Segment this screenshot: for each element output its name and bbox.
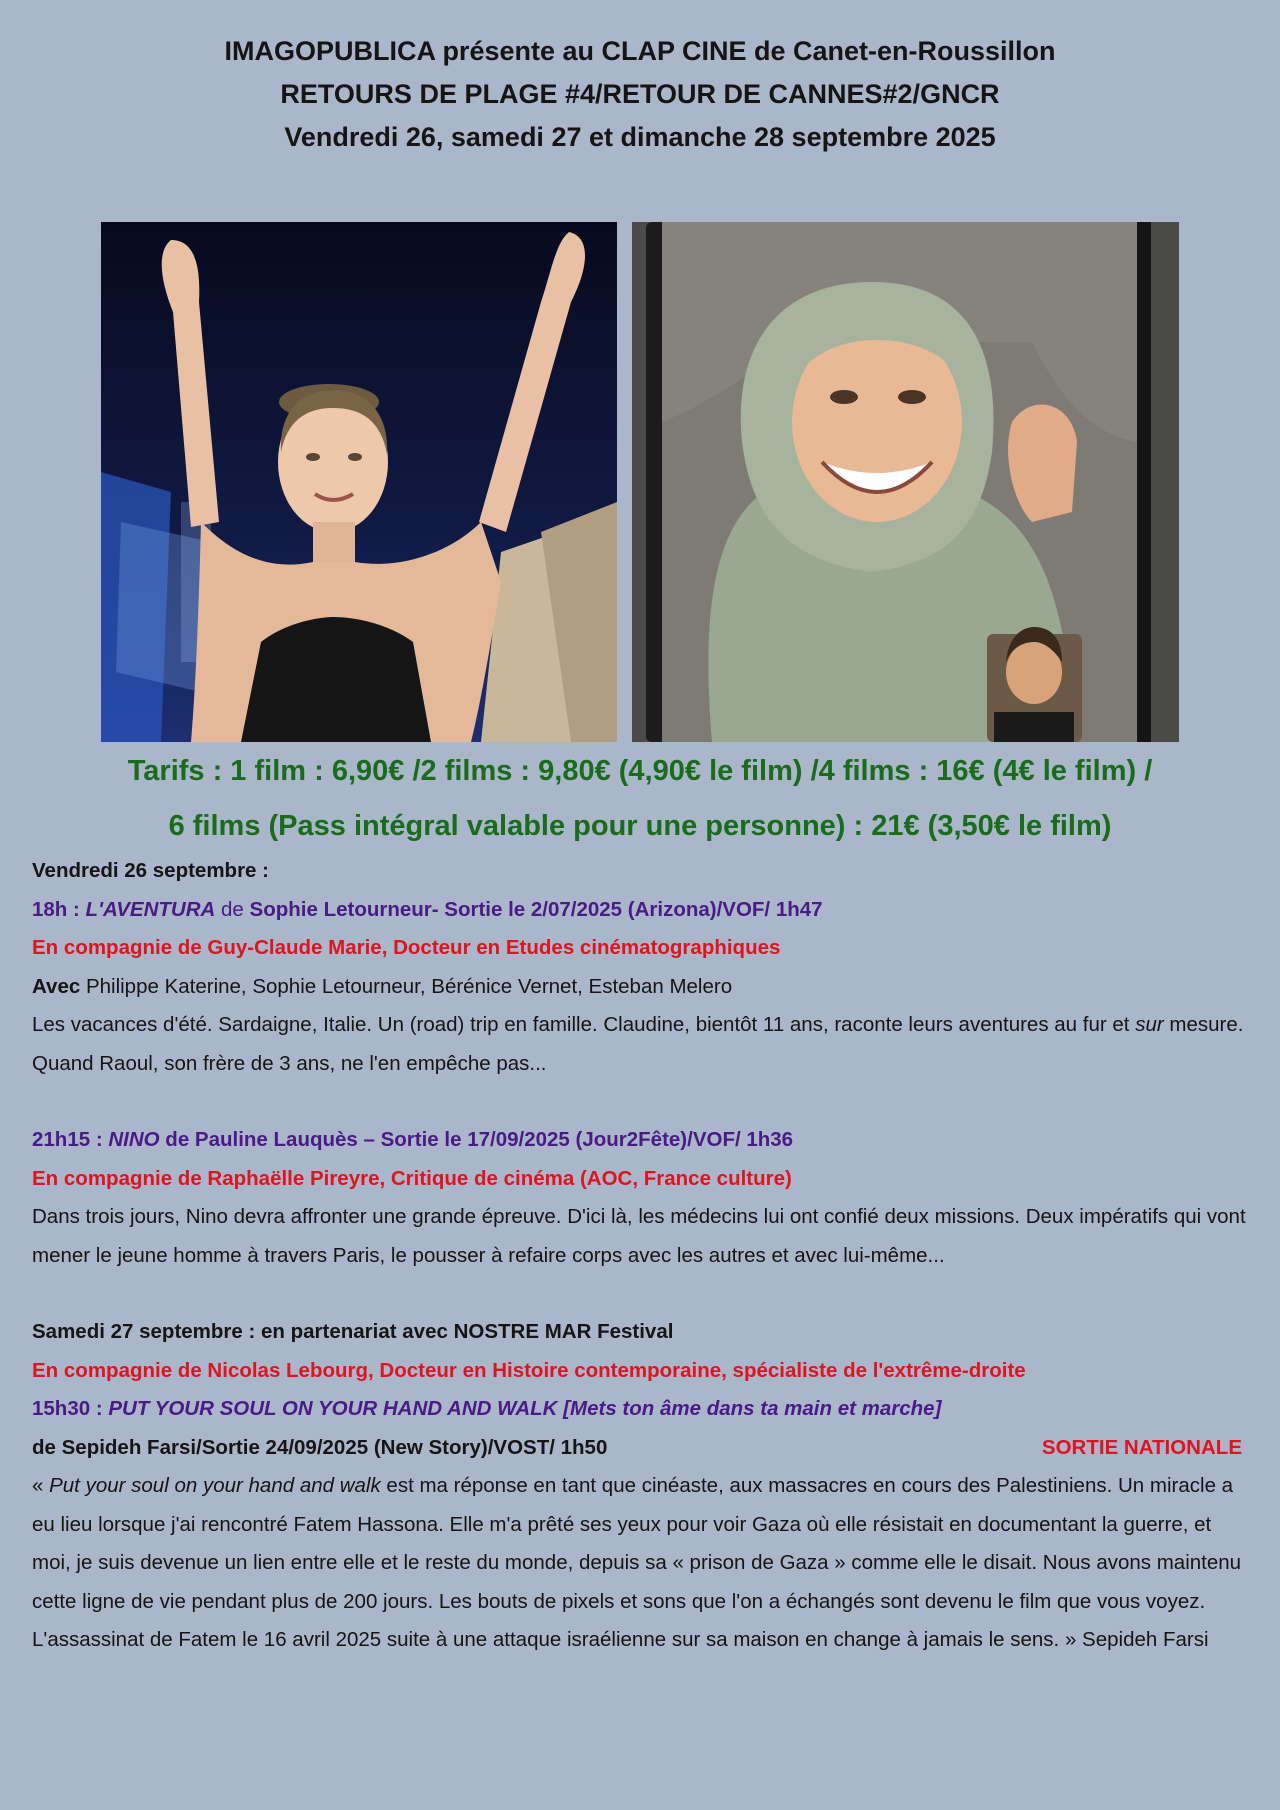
spacer [32, 1083, 1252, 1121]
film-laventura-synopsis [32, 1006, 1252, 1083]
film-laventura-de: de [215, 897, 250, 921]
film-nino-title: NINO [108, 1128, 160, 1151]
spacer [32, 1275, 1252, 1313]
film-nino-time: 21h15 : [32, 1128, 109, 1151]
film-nino-synopsis: Dans trois jours, Nino devra affronter une grande épreuve. D'ici là, les médecins lui ont confié deux missions. Deux impératifs qui vont mener le jeune homme à travers Paris, le pousser à refaire corps avec les autres et avec lui-même... [32, 1205, 1246, 1267]
film-laventura-details: Sophie Letourneur- Sortie le 2/07/2025 (Arizona)/VOF/ 1h47 [249, 897, 823, 921]
film-soul-line [32, 1390, 1252, 1429]
synopsis-sur: sur [1135, 1013, 1164, 1036]
photo-laventura [101, 222, 617, 742]
header [0, 30, 1280, 159]
film-nino-details: de Pauline Lauquès – Sortie le 17/09/2025 (Jour2Fête)/VOF/ 1h36 [159, 1128, 794, 1151]
film-laventura-avec: Avec [32, 974, 81, 998]
film-nino-line [32, 1121, 1252, 1160]
quote-open: « [32, 1474, 50, 1497]
program-content [32, 852, 1252, 1660]
film-laventura-cast: Philippe Katerine, Sophie Letourneur, Bérénice Vernet, Esteban Melero [80, 974, 733, 998]
film-soul-time: 15h30 : [32, 1397, 109, 1420]
quote-title: Put your soul on your hand and walk [49, 1474, 381, 1497]
film-soul-details-row [32, 1429, 1252, 1468]
synopsis-part-b: mesure. Quand Raoul, son frère de 3 ans, ne l'en empêche pas... [32, 1013, 1244, 1075]
film-laventura-line [32, 891, 1252, 930]
friday-heading: Vendredi 26 septembre : [32, 859, 269, 882]
film-soul-details: de Sepideh Farsi/Sortie 24/09/2025 (New Story)/VOST/ 1h50 [32, 1435, 608, 1459]
saturday-heading: Samedi 27 septembre : en partenariat avec NOSTRE MAR Festival [32, 1320, 674, 1343]
header-line-3: Vendredi 26, samedi 27 et dimanche 28 septembre 2025 [284, 122, 996, 152]
tarifs-line-1: Tarifs : 1 film : 6,90€ /2 films : 9,80€ (4,90€ le film) /4 films : 16€ (4€ le film) / [127, 755, 1153, 787]
film-laventura-title: L'AVENTURA [85, 897, 216, 921]
film-laventura-time: 18h : [32, 897, 86, 921]
header-line-1: IMAGOPUBLICA présente au CLAP CINE de Canet-en-Roussillon [224, 36, 1056, 66]
film-soul-title: PUT YOUR SOUL ON YOUR HAND AND WALK [Mets ton âme dans ta main et marche] [108, 1397, 942, 1420]
film-soul-guest: En compagnie de Nicolas Lebourg, Docteur en Histoire contemporaine, spécialiste de l'extrême-droite [32, 1358, 1026, 1382]
tarifs-line-2: 6 films (Pass intégral valable pour une personne) : 21€ (3,50€ le film) [168, 810, 1112, 842]
tarifs [20, 744, 1260, 854]
photo-put-your-soul [632, 222, 1179, 742]
film-nino-guest: En compagnie de Raphaëlle Pireyre, Critique de cinéma (AOC, France culture) [32, 1166, 792, 1190]
film-laventura-guest: En compagnie de Guy-Claude Marie, Docteur en Etudes cinématographiques [32, 936, 781, 959]
quote-body: est ma réponse en tant que cinéaste, aux massacres en cours des Palestiniens. Un miracle a eu lieu lorsque j'ai rencontré Fatem Hassona. Elle m'a prêté ses yeux pour voir Gaza où elle résistait en documentant la guerre, et moi, je suis devenue un lien entre elle et le reste du monde, depuis sa « prison de Gaza » comme elle le disait. Nous avons maintenu cette ligne de vie pendant plus de 200 jours. Les bouts de pixels et sons que l'on a échangés sont devenu le film que vous voyez. L'assassinat de Fatem le 16 avril 2025 suite à une attaque israélienne sur sa maison en change à jamais le sens. » Sepideh Farsi [32, 1474, 1242, 1651]
header-line-2: RETOURS DE PLAGE #4/RETOUR DE CANNES#2/GNCR [280, 79, 1000, 109]
synopsis-part-a: Les vacances d'été. Sardaigne, Italie. Un (road) trip en famille. Claudine, bientôt 11 ans, raconte leurs aventures au fur et [32, 1013, 1136, 1036]
film-laventura-cast-line [32, 968, 1252, 1007]
film-soul-quote [32, 1467, 1252, 1660]
sortie-nationale-badge: SORTIE NATIONALE [1041, 1435, 1242, 1459]
